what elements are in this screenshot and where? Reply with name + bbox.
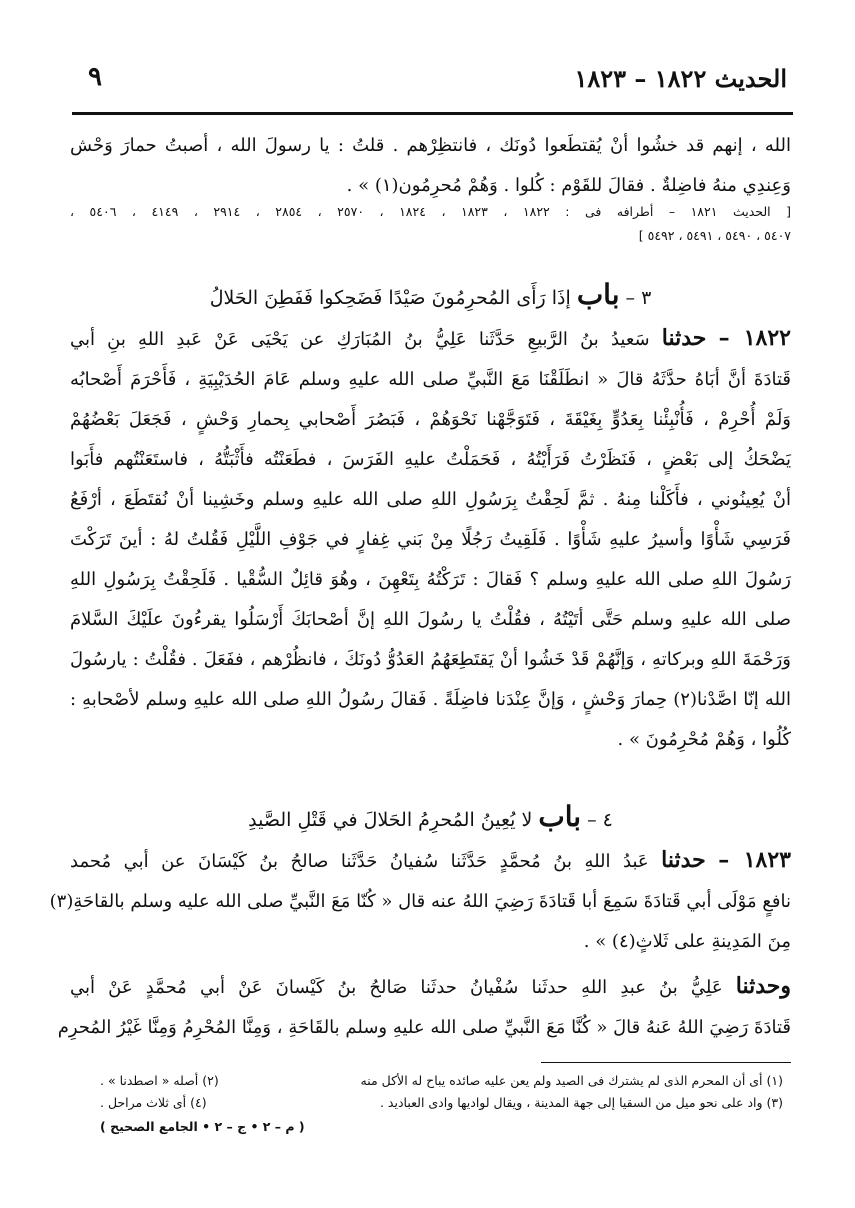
chapter-title: إذَا رَأَى المُحرِمُونَ صَيْدًا فَضَحِكوا فَفَطِنَ الحَلالُ [209, 287, 571, 309]
text-line: قَتادَةَ أنَّ أبَاهُ حدَّثَهُ قالَ « انطَلَقْنَا مَعَ النَّبيِّ صلى الله عليهِ وسلم عَامَ الحُدَيْبِيَةِ ، فَأَحْرَمَ أَصْحابُه [70, 369, 791, 390]
text-line-content: عَلِيُّ بنُ عبدِ اللهِ حدثَنا سُفْيانُ حدثَنا صَالحُ بنُ كَيْسانَ عَنْ أبي مُحمَّدٍ عَنْ أبي [70, 977, 723, 998]
haddathana-marker: حدثنا [661, 325, 707, 351]
chapter-number: ٤ – [587, 809, 613, 831]
reference-line: [ الحديث ١٨٢١ – أطرافه فى : ١٨٢٢ ، ١٨٢٣ ، ١٨٢٤ ، ٢٥٧٠ ، ٢٨٥٤ ، ٢٩١٤ ، ٤١٤٩ ، ٥٤٠٦ ، [70, 204, 792, 219]
text-line: صلى الله عليهِ وسلم حَتَّى أتَيْتُهُ ، فقُلْتُ يا رسُولَ اللهِ إنَّ أصْحابَكَ أَرْسَلُوا يقرءُونَ علَيْكَ السَّلامَ [70, 609, 791, 630]
footnote-4: (٤) أى ثلاث مراحل . [100, 1095, 207, 1110]
text-line: الله ، إنهم قد خشُوا أنْ يُقتطَعوا دُونَك ، فانتظِرْهم . قلتُ : يا رسولَ الله ، أصبتُ حمارَ وَحْش [70, 135, 791, 156]
text-line-content: سَعيدُ بنُ الرَّبيعِ حَدَّثَنا عَلِيُّ بنُ المُبَارَكِ عن يَحْيَى عَنْ عَبدِ اللهِ بنِ أبي [70, 329, 650, 350]
text-line-content: عَبدُ اللهِ بنُ مُحمَّدٍ حَدَّثَنا سُفيانُ حَدَّثَنا صالحُ بنُ كَيْسَانَ عن أبي مُحمد [70, 851, 649, 872]
text-line: نافعٍ مَوْلَى أبي قَتادَةَ سَمِعَ أبا قَتادَةَ رَضِيَ اللهُ عنه قال « كُنّا مَعَ النَّبيِّ صلى الله عليه وسلم بالقاحَةِ(٣) [49, 891, 791, 912]
header-title: الحديث ١٨٢٢ – ١٨٢٣ [574, 64, 787, 93]
text-line: وَلَمْ أُحْرِمْ ، فَأُنْبِئْنا بِعَدُوٍّ بِغَيْقَةَ ، فَتَوَجَّهْنا نَحْوَهُمْ ، فَبَصُرَ أَصْحابي بِحمارِ وَحْشٍ ، فَجَعَلَ بَعْضُهُمْ [70, 409, 791, 430]
footnote-rule [541, 1062, 791, 1063]
text-line: قَتادَةَ رَضِيَ اللهُ عَنهُ قالَ « كُنَّا مَعَ النَّبيِّ صلى الله عليهِ وسلم بالقَاحَةِ ، وَمِنَّا المُحْرِمُ وَمِنَّا غَيْرُ المُحرِم [57, 1017, 791, 1038]
text-line: مِنَ المَدِينةِ على ثَلاثٍ(٤) » . [583, 931, 791, 952]
text-line [70, 966, 791, 1008]
text-line: رَسُولَ اللهِ صلى الله عليهِ وسلم ؟ فَقالَ : تَرَكْتُهُ بِتَعْهِنَ ، وهُوَ قائِلٌ السُّقْيا . فَلَحِقْتُ بِرَسُولِ اللهِ [70, 569, 791, 590]
chapter-heading-4 [70, 800, 791, 833]
hadith-number: ١٨٢٢ – [718, 325, 791, 351]
footnote-row [100, 1092, 783, 1114]
source-note: ( م – ٢ • ج – ٢ • الجامع الصحيح ) [100, 1119, 305, 1134]
text-line: فَرَسِي شَأْوًا وأسيرُ عليهِ شَأْوًا . فَلَقِيتُ رَجُلًا مِنْ بَني غِفارٍ في جَوْفِ اللَّيْلِ فَقُلتُ لهُ : أينَ تَرَكْتَ [70, 529, 791, 550]
chapter-title: لا يُعِينُ المُحرِمُ الحَلالَ في قَتْلِ الصَّيدِ [248, 809, 533, 831]
hadith-1822 [70, 318, 791, 760]
haddathana-marker: وحدثنا [735, 973, 791, 999]
chapter-number: ٣ – [625, 287, 652, 309]
hadith-number: ١٨٢٣ – [718, 847, 791, 873]
hadith-1823 [49, 840, 791, 962]
chapter-heading-3 [70, 278, 791, 311]
text-line: كُلُوا ، وَهُمْ مُحْرِمُونَ » . [617, 729, 791, 750]
chapter-word: باب [538, 800, 582, 833]
header-rule [72, 112, 793, 115]
text-line: وَرَحْمَةَ اللهِ وبركاتهِ ، وَإنَّهُمْ قَدْ خَشُوا أنْ يَقتَطِعَهُمُ العَدُوُّ دُونَكَ ، فانظُرْهم ، ففَعَلَ . فقُلْتُ : يارسُولَ [70, 649, 791, 670]
page-number: ٩ [88, 62, 102, 92]
reference-line: ٥٤٠٧ ، ٥٤٩٠ ، ٥٤٩١ ، ٥٤٩٢ ] [638, 228, 791, 243]
footnote-3: (٣) واد على نحو ميل من السقيا إلى جهة المدينة ، ويقال لواديها وادى العباديد . [379, 1095, 783, 1110]
hadith-1823-second-chain [57, 966, 791, 1048]
running-header [88, 60, 787, 100]
footnote-2: (٢) أصله « اصطدنا » . [100, 1073, 219, 1088]
text-line [70, 318, 791, 360]
hadith-1821-references [70, 200, 791, 248]
footnote-row [100, 1070, 783, 1092]
chapter-word: باب [576, 278, 620, 311]
text-line: الله إنّا اصَّدْنا(٢) حِمارَ وَحْشٍ ، وَإنَّ عِنْدَنا فاضِلَةً . فَقالَ رسُولُ اللهِ صلى الله عليهِ وسلم لأصْحابهِ : [70, 689, 791, 710]
text-line: يَضْحَكُ إلى بَعْضٍ ، فَنَظَرْتُ فَرَأَيْتُهُ ، فَحَمَلْتُ عليهِ الفَرَسَ ، فطَعَنْتُه فأَثْبَتُّهُ ، فاستَعَنْتُهم فأَبَوا [70, 449, 791, 470]
text-line: أنْ يُعِينُوني ، فأَكَلْنا مِنهُ . ثمَّ لَحِقْتُ بِرَسُولِ اللهِ صلى الله عليهِ وسلم وخَشِينا أنْ نُقتَطَعَ ، أرْفَعُ [70, 489, 791, 510]
footnotes [100, 1070, 783, 1138]
footnote-1: (١) أى أن المحرم الذى لم يشترك فى الصيد ولم يعن عليه صائده يباح له الأكل منه [360, 1073, 783, 1088]
text-line: وَعِندِي منهُ فاضِلةٌ . فقالَ للقَوْم : كُلوا . وَهُمْ مُحرِمُون(١) » . [346, 175, 791, 196]
haddathana-marker: حدثنا [661, 847, 706, 873]
text-line [70, 840, 791, 882]
intro-paragraph [70, 126, 791, 206]
